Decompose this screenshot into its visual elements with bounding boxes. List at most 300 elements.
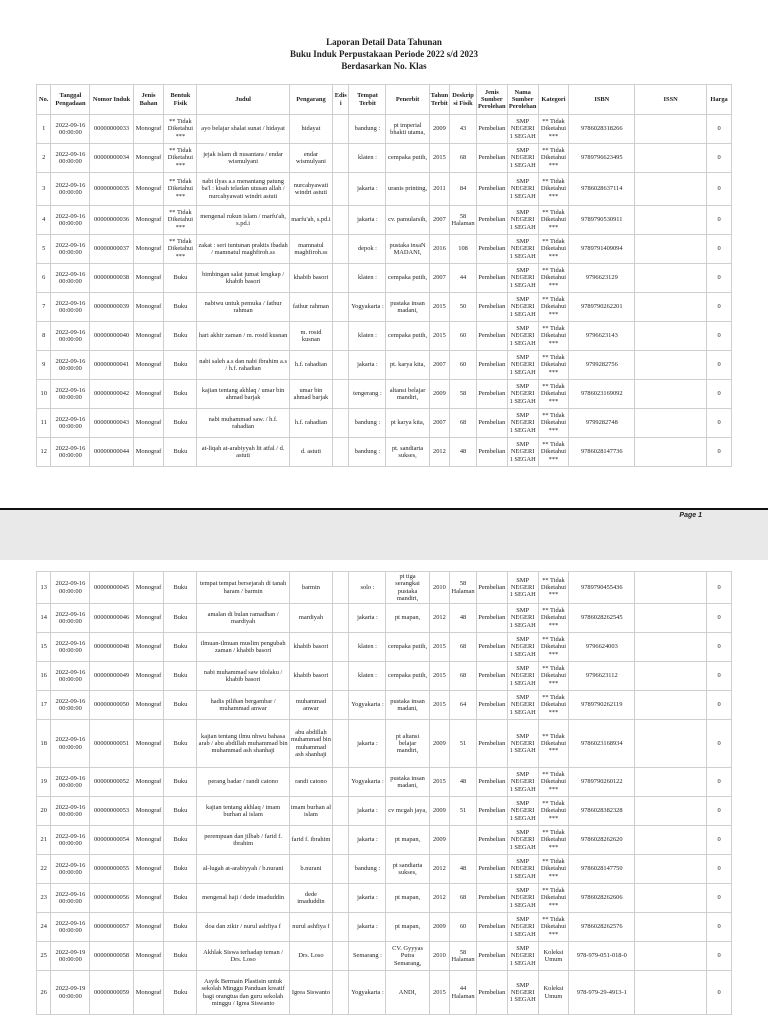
book-table-page-1 (36, 84, 732, 467)
table-cell (635, 115, 707, 144)
table-cell: Pembelian (476, 144, 507, 173)
table-cell: hari akhir zaman / m. rosid kusnan (197, 322, 290, 351)
table-cell: Monograf (133, 913, 164, 942)
table-cell: 11 (37, 409, 51, 438)
table-cell: 2009 (429, 913, 450, 942)
table-cell: 48 (450, 604, 477, 633)
table-cell: khabib basori (289, 264, 332, 293)
table-cell: Pembelian (476, 971, 507, 1015)
table-cell: Pembelian (476, 826, 507, 855)
table-cell: Pembelian (476, 942, 507, 971)
table-cell: tempat tempat bersejarah di tanah haram / barmin (197, 572, 290, 604)
table-cell: 18 (37, 720, 51, 768)
table-cell: 00000000058 (90, 942, 133, 971)
table-cell: hadis pilihan bergambar / muhammad anwar (197, 691, 290, 720)
table-cell: 4 (37, 206, 51, 235)
table-cell: khabib basori (289, 662, 332, 691)
table-cell: 17 (37, 691, 51, 720)
table-cell: ** Tidak Diketahui *** (538, 322, 569, 351)
table-cell: Pembelian (476, 409, 507, 438)
table-cell: Monograf (133, 235, 164, 264)
table-cell: endar wismulyani (289, 144, 332, 173)
table-cell: 00000000035 (90, 173, 133, 206)
table-cell: cempaka putih, (386, 264, 429, 293)
table-cell: ** Tidak Diketahui *** (538, 855, 569, 884)
table-cell: Yogyakarta : (349, 293, 386, 322)
table-cell: m. rosid kusnan (289, 322, 332, 351)
table-cell: zakat : seri tuntunan praktis ibadah / mamnatul maghfiroh.ss (197, 235, 290, 264)
column-header: Tahun Terbit (429, 85, 450, 115)
table-cell: Buku (164, 322, 197, 351)
table-cell: SMP NEGERI 1 SEGAH (507, 826, 538, 855)
table-row (37, 855, 732, 884)
table-cell: 0 (707, 173, 732, 206)
table-cell: 50 (450, 293, 477, 322)
table-cell: pt mapan, (386, 604, 429, 633)
table-cell: 9796624003 (569, 633, 635, 662)
table-row (37, 884, 732, 913)
table-cell: Monograf (133, 884, 164, 913)
table-cell: SMP NEGERI 1 SEGAH (507, 633, 538, 662)
table-cell: 20 (37, 797, 51, 826)
table-cell: 9786028147736 (569, 438, 635, 467)
table-cell: ** Tidak Diketahui *** (538, 797, 569, 826)
table-cell: ** Tidak Diketahui *** (538, 691, 569, 720)
table-header-row (37, 85, 732, 115)
table-cell: 21 (37, 826, 51, 855)
table-cell: 2009 (429, 826, 450, 855)
table-cell: 0 (707, 115, 732, 144)
table-cell: 2022-09-16 00:00:00 (51, 720, 90, 768)
table-cell: 0 (707, 293, 732, 322)
table-cell: nurul ashfiya f (289, 913, 332, 942)
table-cell: 0 (707, 604, 732, 633)
table-cell: 00000000055 (90, 855, 133, 884)
table-cell: 2015 (429, 971, 450, 1015)
table-cell: 978-979-051-018-0 (569, 942, 635, 971)
report-page-2 (0, 560, 768, 1024)
table-cell: 2022-09-16 00:00:00 (51, 115, 90, 144)
table-cell: Monograf (133, 293, 164, 322)
table-row (37, 942, 732, 971)
table-cell: 2007 (429, 206, 450, 235)
table-cell: Pembelian (476, 173, 507, 206)
table-cell: khabib basori (289, 633, 332, 662)
table-cell: 0 (707, 206, 732, 235)
table-cell: ** Tidak Diketahui *** (164, 206, 197, 235)
table-cell: 13 (37, 572, 51, 604)
table-cell: 00000000041 (90, 351, 133, 380)
table-cell: Pembelian (476, 768, 507, 797)
table-cell (333, 293, 349, 322)
table-cell: 00000000037 (90, 235, 133, 264)
table-cell: pustaka insaN MADANI, (386, 235, 429, 264)
table-cell: 0 (707, 662, 732, 691)
table-cell (333, 144, 349, 173)
table-cell (333, 173, 349, 206)
table-cell: ** Tidak Diketahui *** (164, 173, 197, 206)
table-cell: Monograf (133, 604, 164, 633)
table-cell: 00000000045 (90, 572, 133, 604)
report-title: Laporan Detail Data Tahunan (326, 37, 442, 47)
table-cell: Pembelian (476, 633, 507, 662)
table-cell (635, 380, 707, 409)
column-header: Pengarang (289, 85, 332, 115)
table-cell: ** Tidak Diketahui *** (538, 913, 569, 942)
table-cell: amalan di bulan ramadhan / mardiyah (197, 604, 290, 633)
table-cell: 9789790262119 (569, 691, 635, 720)
table-cell: pt. karya kita, (386, 351, 429, 380)
table-cell: 22 (37, 855, 51, 884)
table-cell: 2009 (429, 720, 450, 768)
table-cell: 9796623143 (569, 322, 635, 351)
table-cell: 00000000038 (90, 264, 133, 293)
table-cell: 978-979-29-4913-1 (569, 971, 635, 1015)
table-cell: 0 (707, 235, 732, 264)
table-cell: Buku (164, 293, 197, 322)
table-cell: 00000000044 (90, 438, 133, 467)
table-cell: solo : (349, 572, 386, 604)
table-cell: ** Tidak Diketahui *** (164, 235, 197, 264)
table-cell: SMP NEGERI 1 SEGAH (507, 662, 538, 691)
table-cell: 2022-09-16 00:00:00 (51, 409, 90, 438)
table-cell: Koleksi Umum (538, 971, 569, 1015)
table-cell (635, 971, 707, 1015)
table-cell: 9786028262545 (569, 604, 635, 633)
table-cell: ** Tidak Diketahui *** (538, 572, 569, 604)
report-header (0, 36, 768, 72)
table-cell (333, 115, 349, 144)
column-header: Tempat Terbit (349, 85, 386, 115)
table-cell: 9786028262620 (569, 826, 635, 855)
table-row (37, 633, 732, 662)
table-cell: Buku (164, 855, 197, 884)
page-number: Page 1 (679, 512, 702, 519)
table-cell: mardiyah (289, 604, 332, 633)
table-cell (333, 604, 349, 633)
table-cell: Pembelian (476, 293, 507, 322)
table-cell: mamnatul maghfiroh.ss (289, 235, 332, 264)
table-cell (635, 409, 707, 438)
table-cell: 2012 (429, 884, 450, 913)
table-cell: SMP NEGERI 1 SEGAH (507, 572, 538, 604)
table-cell: at-liqah at-arabiyyah lit atfal / d. astuti (197, 438, 290, 467)
table-cell: Igrea Siswanto (289, 971, 332, 1015)
table-cell: kajian tentang akhlaq / umar bin ahmad barjak (197, 380, 290, 409)
column-header: Nomor Induk (90, 85, 133, 115)
table-cell: 2015 (429, 144, 450, 173)
table-cell: 0 (707, 913, 732, 942)
table-cell: ** Tidak Diketahui *** (538, 409, 569, 438)
table-cell: 44 Halaman (450, 971, 477, 1015)
table-cell: 0 (707, 971, 732, 1015)
table-cell: 0 (707, 855, 732, 884)
table-cell: Yogyakarta : (349, 971, 386, 1015)
table-cell: 2022-09-16 00:00:00 (51, 322, 90, 351)
table-cell: cempaka putih, (386, 144, 429, 173)
table-cell: 00000000049 (90, 662, 133, 691)
table-cell: 2022-09-16 00:00:00 (51, 855, 90, 884)
table-cell: 1 (37, 115, 51, 144)
table-cell: 0 (707, 720, 732, 768)
table-cell: 2022-09-16 00:00:00 (51, 293, 90, 322)
table-cell: perempuan dan jilbab / farid f. ibrahim (197, 826, 290, 855)
table-cell: Monograf (133, 322, 164, 351)
table-cell: 2022-09-19 00:00:00 (51, 971, 90, 1015)
table-cell: SMP NEGERI 1 SEGAH (507, 768, 538, 797)
table-cell (635, 913, 707, 942)
table-cell: pt mapan, (386, 884, 429, 913)
table-cell: ANDI, (386, 971, 429, 1015)
table-cell: randi catono (289, 768, 332, 797)
table-cell: 2022-09-16 00:00:00 (51, 351, 90, 380)
table-cell (635, 322, 707, 351)
table-cell: 9789790262201 (569, 293, 635, 322)
table-cell: 2 (37, 144, 51, 173)
table-cell: 9799282756 (569, 351, 635, 380)
table-cell: Monograf (133, 438, 164, 467)
table-cell: jakarta : (349, 351, 386, 380)
table-cell: Buku (164, 409, 197, 438)
table-cell (333, 913, 349, 942)
table-cell: 60 (450, 351, 477, 380)
table-cell: pt karya kita, (386, 409, 429, 438)
table-cell: 00000000033 (90, 115, 133, 144)
table-cell: cempaka putih, (386, 662, 429, 691)
report-page-1 (0, 0, 768, 508)
table-cell: nabi ilyas a.s menantang patung ba'l : kisah teladan utusan allah / nurcahyawati windri astuti (197, 173, 290, 206)
column-header: Kategori (538, 85, 569, 115)
table-cell: 2022-09-16 00:00:00 (51, 768, 90, 797)
table-cell: 2022-09-16 00:00:00 (51, 604, 90, 633)
table-cell: 84 (450, 173, 477, 206)
table-cell: 00000000040 (90, 322, 133, 351)
column-header: Jenis Sumber Perolehan (476, 85, 507, 115)
table-cell: ** Tidak Diketahui *** (538, 206, 569, 235)
table-cell: klaten : (349, 662, 386, 691)
table-cell: 00000000034 (90, 144, 133, 173)
table-cell: Pembelian (476, 380, 507, 409)
table-cell: SMP NEGERI 1 SEGAH (507, 855, 538, 884)
table-cell: Buku (164, 913, 197, 942)
table-cell: 68 (450, 884, 477, 913)
table-cell: Monograf (133, 855, 164, 884)
table-cell: Buku (164, 826, 197, 855)
table-cell: Buku (164, 720, 197, 768)
table-row (37, 144, 732, 173)
table-cell: pustaka insan madani, (386, 691, 429, 720)
table-cell: hidayat (289, 115, 332, 144)
table-cell: 2022-09-16 00:00:00 (51, 662, 90, 691)
table-cell: 2012 (429, 604, 450, 633)
table-cell: klaten : (349, 264, 386, 293)
table-cell: 9796623129 (569, 264, 635, 293)
table-cell: SMP NEGERI 1 SEGAH (507, 380, 538, 409)
table-cell: marfu'ah, s.pd.i (289, 206, 332, 235)
table-cell: Pembelian (476, 913, 507, 942)
table-cell: ** Tidak Diketahui *** (538, 884, 569, 913)
table-cell: Pembelian (476, 438, 507, 467)
table-cell: SMP NEGERI 1 SEGAH (507, 438, 538, 467)
table-cell: 60 (450, 322, 477, 351)
table-cell: ** Tidak Diketahui *** (164, 144, 197, 173)
table-cell: 9789790455436 (569, 572, 635, 604)
table-cell: Buku (164, 604, 197, 633)
table-cell: jakarta : (349, 913, 386, 942)
table-row (37, 264, 732, 293)
table-cell: 2015 (429, 322, 450, 351)
table-cell: Pembelian (476, 855, 507, 884)
column-header: Tanggal Pengadaan (51, 85, 90, 115)
table-cell (333, 768, 349, 797)
table-cell: ** Tidak Diketahui *** (538, 662, 569, 691)
table-cell (635, 604, 707, 633)
table-cell: 00000000053 (90, 797, 133, 826)
table-cell: 64 (450, 691, 477, 720)
table-cell: jakarta : (349, 826, 386, 855)
table-cell: pt tiga serangkai pustaka mandiri, (386, 572, 429, 604)
table-row (37, 720, 732, 768)
table-cell: SMP NEGERI 1 SEGAH (507, 351, 538, 380)
table-cell: mengenal haji / dede imaduddin (197, 884, 290, 913)
table-cell: barmin (289, 572, 332, 604)
table-row (37, 351, 732, 380)
table-cell: 0 (707, 438, 732, 467)
table-cell: Pembelian (476, 115, 507, 144)
table-cell: 2016 (429, 235, 450, 264)
column-header: Harga (707, 85, 732, 115)
table-cell: 9786028382328 (569, 797, 635, 826)
table-cell: ** Tidak Diketahui *** (538, 720, 569, 768)
table-cell: pustaka insan madani, (386, 768, 429, 797)
table-cell: 2009 (429, 380, 450, 409)
table-cell: SMP NEGERI 1 SEGAH (507, 604, 538, 633)
table-cell: Semarang : (349, 942, 386, 971)
table-cell: SMP NEGERI 1 SEGAH (507, 264, 538, 293)
table-cell: Pembelian (476, 797, 507, 826)
table-cell: 00000000054 (90, 826, 133, 855)
table-cell: jakarta : (349, 884, 386, 913)
table-cell: 48 (450, 768, 477, 797)
table-cell (333, 797, 349, 826)
table-cell: 2007 (429, 351, 450, 380)
table-cell: pt mapan, (386, 913, 429, 942)
table-cell: Monograf (133, 144, 164, 173)
table-cell: ** Tidak Diketahui *** (538, 380, 569, 409)
table-row (37, 662, 732, 691)
column-header: ISSN (635, 85, 707, 115)
table-cell (333, 572, 349, 604)
table-cell: SMP NEGERI 1 SEGAH (507, 144, 538, 173)
table-cell (333, 264, 349, 293)
table-cell: depok : (349, 235, 386, 264)
table-cell: 2011 (429, 173, 450, 206)
table-cell: Monograf (133, 206, 164, 235)
table-cell: Pembelian (476, 206, 507, 235)
table-cell (635, 572, 707, 604)
table-cell: 0 (707, 768, 732, 797)
table-cell (635, 633, 707, 662)
table-cell (333, 971, 349, 1015)
table-cell: Monograf (133, 173, 164, 206)
table-cell: h.f. rahadian (289, 409, 332, 438)
book-table-page-2 (36, 571, 732, 1015)
table-cell: 2022-09-16 00:00:00 (51, 235, 90, 264)
table-cell: bandung : (349, 115, 386, 144)
table-cell: jakarta : (349, 720, 386, 768)
table-cell: ayo belajar shalat sunat / hidayat (197, 115, 290, 144)
table-cell: Buku (164, 691, 197, 720)
table-cell: 0 (707, 264, 732, 293)
table-cell: bandung : (349, 855, 386, 884)
table-cell: SMP NEGERI 1 SEGAH (507, 913, 538, 942)
table-cell: 10 (37, 380, 51, 409)
table-cell: 2015 (429, 293, 450, 322)
table-cell: nabi saleh a.s dan nabi ibrahim a.s / h.f. rahadian (197, 351, 290, 380)
column-header: Penerbit (386, 85, 429, 115)
table-row (37, 173, 732, 206)
table-cell: 00000000036 (90, 206, 133, 235)
table-row (37, 322, 732, 351)
table-cell: jakarta : (349, 206, 386, 235)
table-cell (333, 662, 349, 691)
table-cell: 9786028262576 (569, 913, 635, 942)
table-cell: Buku (164, 768, 197, 797)
table-cell: 00000000043 (90, 409, 133, 438)
table-cell (450, 826, 477, 855)
table-cell: 9789796623495 (569, 144, 635, 173)
table-cell: 108 (450, 235, 477, 264)
table-cell (635, 206, 707, 235)
table-cell: 9786028147750 (569, 855, 635, 884)
table-cell: 9789791409094 (569, 235, 635, 264)
table-cell: b.nurani (289, 855, 332, 884)
report-subtitle: Buku Induk Perpustakaan Periode 2022 s/d 2023 (289, 49, 479, 59)
table-cell: 15 (37, 633, 51, 662)
table-cell: Drs. Loso (289, 942, 332, 971)
table-cell: pt. sandiarta sukses, (386, 438, 429, 467)
table-cell: 2012 (429, 855, 450, 884)
table-cell: 00000000042 (90, 380, 133, 409)
table-cell: 2015 (429, 633, 450, 662)
table-cell: 00000000046 (90, 604, 133, 633)
table-cell: bandung : (349, 409, 386, 438)
column-header: No. (37, 85, 51, 115)
table-cell: 2022-09-16 00:00:00 (51, 438, 90, 467)
table-row (37, 691, 732, 720)
table-cell: Monograf (133, 662, 164, 691)
table-cell: 5 (37, 235, 51, 264)
table-cell: ** Tidak Diketahui *** (538, 264, 569, 293)
table-cell: SMP NEGERI 1 SEGAH (507, 409, 538, 438)
table-cell: Buku (164, 380, 197, 409)
table-cell (333, 855, 349, 884)
table-cell: ** Tidak Diketahui *** (538, 768, 569, 797)
table-cell: 60 (450, 913, 477, 942)
table-cell (333, 351, 349, 380)
table-cell: Buku (164, 633, 197, 662)
table-cell: 43 (450, 115, 477, 144)
table-cell: h.f. rahadian (289, 351, 332, 380)
table-cell: 2010 (429, 942, 450, 971)
table-cell: 2009 (429, 797, 450, 826)
table-cell: 0 (707, 380, 732, 409)
table-cell (333, 720, 349, 768)
table-cell: 00000000048 (90, 633, 133, 662)
table-cell: 0 (707, 409, 732, 438)
table-cell: jejak islam di nusantara / endar wismulyani (197, 144, 290, 173)
table-cell: nabi muhammad saw idolaku / khabib basori (197, 662, 290, 691)
